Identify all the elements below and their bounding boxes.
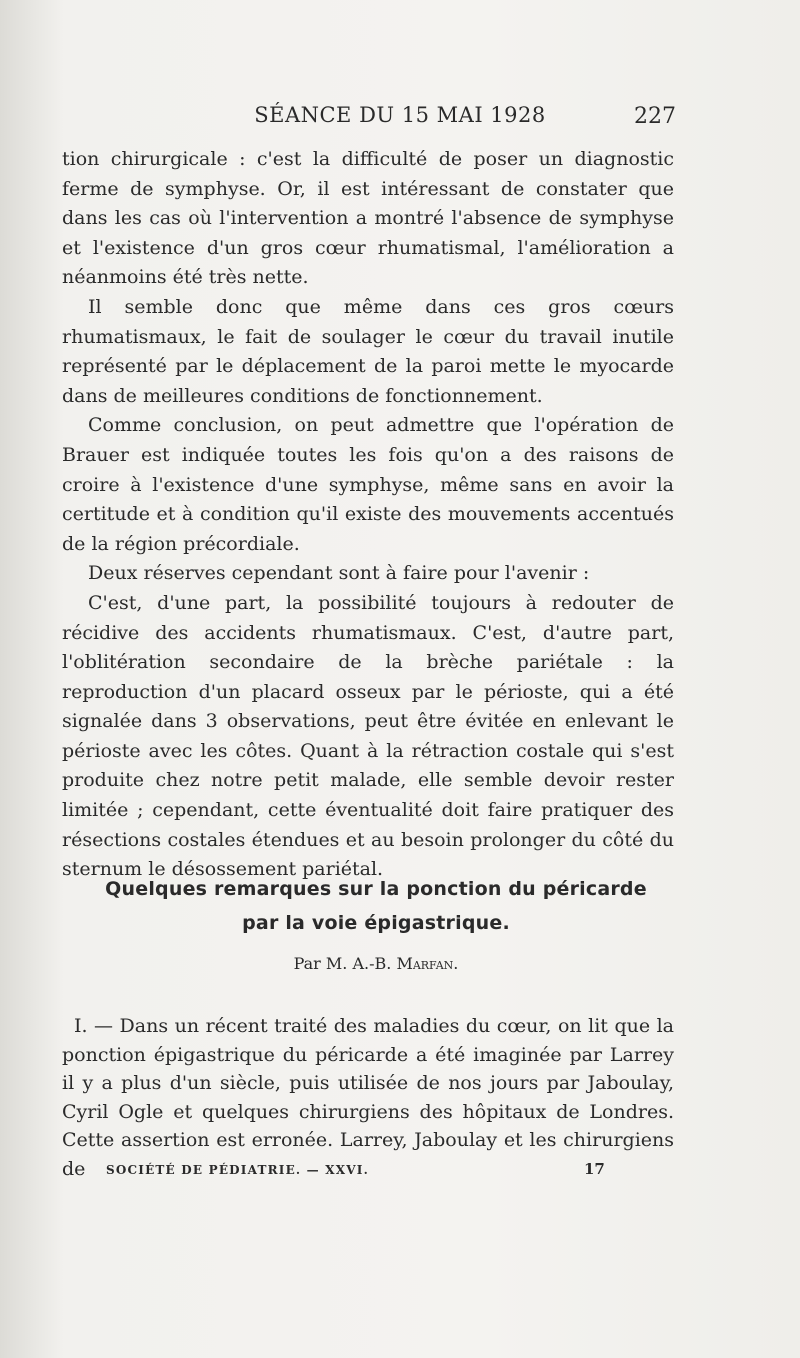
article-title-line: par la voie épigastrique. (242, 912, 510, 934)
paragraph-continuation: tion chirurgicale : c'est la difficulté de poser un diagnostic ferme de symphyse. Or, il est intéressant de constater que dans les cas où l'intervention a montré l'absence de symphyse et l'existence d'un gros cœur rhumatismal, l'amélioration a néanmoins été très nette. (62, 148, 674, 289)
paragraph: C'est, d'une part, la possibilité toujours à redouter de récidive des accidents rhumatismaux. C'est, d'autre part, l'oblitération secondaire de la brèche pariétale : la reproduction d'un placard osseux par le périoste, qui a été signalée dans 3 observations, peut être évitée en enlevant le périoste avec les côtes. Quant à la rétraction costale qui s'est produite chez notre petit malade, elle semble devoir rester limitée ; cependant, cette éventualité doit faire pratiquer des résections costales étendues et au besoin prolonger du côté du sternum le désossement pariétal. (62, 591, 674, 881)
paragraph: I. — Dans un récent traité des maladies du cœur, on lit que la ponction épigastrique du péricarde a été imaginée par Larrey il y a plus d'un siècle, puis utilisée de nos jours par Jaboulay, Cyril Ogle et quelques chirurgiens des hôpitaux de Londres. Cette assertion est erronée. Larrey, Jaboulay et les chirurgiens de (62, 1015, 674, 1180)
author-name: Marfan. (396, 954, 459, 973)
paragraph: Il semble donc que même dans ces gros cœurs rhumatismaux, le fait de soulager le cœur du travail inutile représenté par le déplacement de la paroi mette le myocarde dans de meilleures conditions de fonctionnement. (62, 295, 674, 407)
article-title (96, 872, 656, 940)
page-number: 227 (634, 104, 676, 129)
paragraph: Comme conclusion, on peut admettre que l'opération de Brauer est indiquée toutes les fois qu'on a des raisons de croire à l'existence d'une symphyse, même sans en avoir la certitude et à condition qu'il existe des mouvements accentués de la région précordiale. (62, 414, 674, 555)
article-title-line: Quelques remarques sur la ponction du péricarde (105, 878, 647, 900)
article-text (62, 1012, 674, 1183)
byline-prefix: Par M. A.-B. (293, 954, 392, 973)
signature-number: 17 (584, 1160, 605, 1178)
running-head: SÉANCE DU 15 MAI 1928 (254, 103, 546, 127)
paragraph: Deux réserves cependant sont à faire pour l'avenir : (88, 562, 590, 585)
page-footer (0, 1160, 800, 1187)
author-byline (196, 954, 556, 973)
footer-signature: SOCIÉTÉ DE PÉDIATRIE. — XXVI. (106, 1163, 369, 1177)
body-text (62, 145, 674, 885)
page-header (0, 103, 800, 143)
